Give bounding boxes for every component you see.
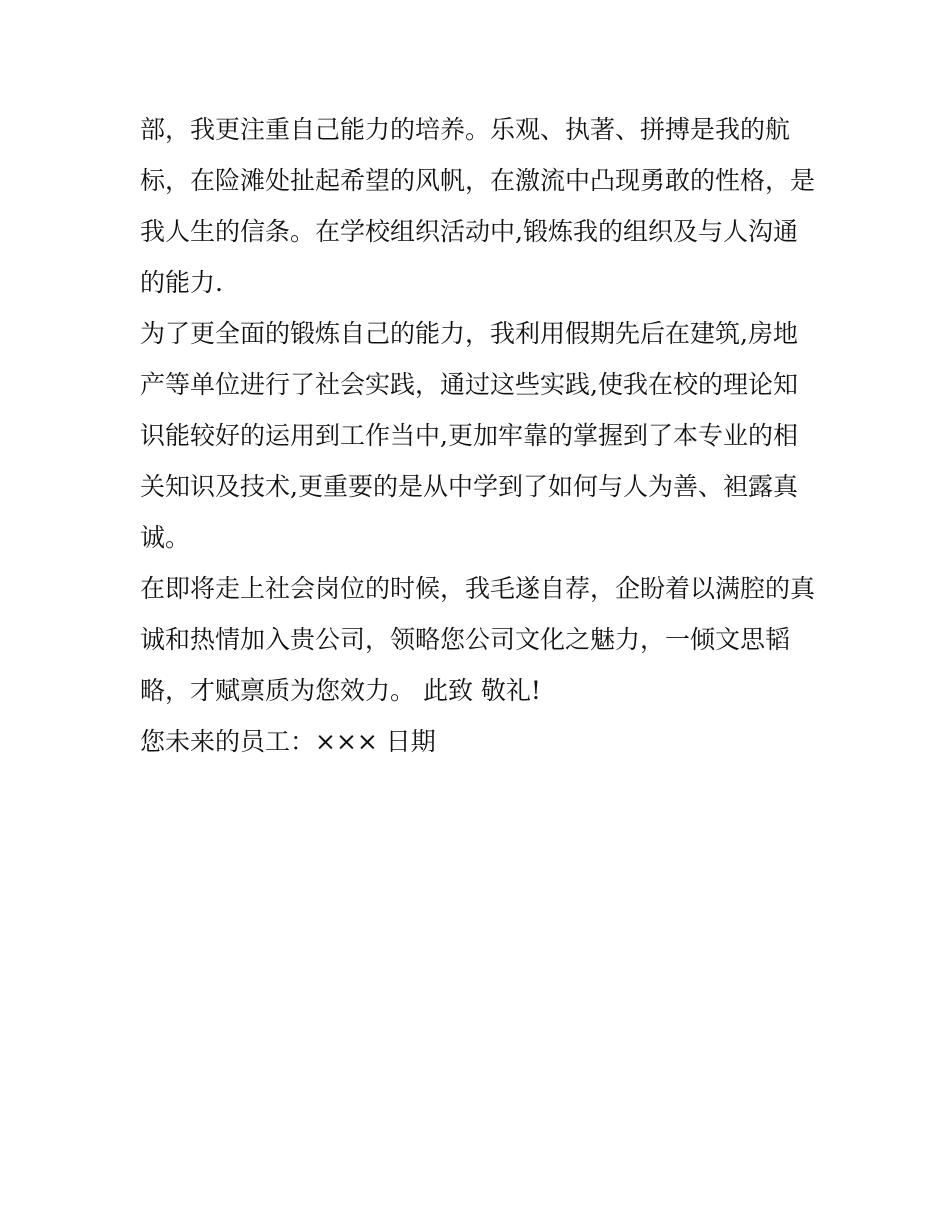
text-line: 识能较好的运用到工作当中,更加牢靠的掌握到了本专业的相	[140, 421, 798, 450]
text-line: 我人生的信条。在学校组织活动中,锻炼我的组织及与人沟通	[140, 217, 798, 246]
paragraph-social-practice	[140, 308, 820, 563]
text-line: 诚和热情加入贵公司，领略您公司文化之魅力，一倾文思韬	[140, 625, 791, 654]
text-line: 为了更全面的锻炼自己的能力，我利用假期先后在建筑,房地	[140, 319, 798, 348]
text-line: 部，我更注重自己能力的培养。乐观、执著、拼搏是我的航	[140, 115, 791, 144]
letter-body	[140, 104, 820, 767]
text-line: 在即将走上社会岗位的时候，我毛遂自荐，企盼着以满腔的真	[140, 574, 816, 603]
paragraph-self-development	[140, 104, 820, 308]
text-line: 略，才赋禀质为您效力。 此致 敬礼!	[140, 676, 541, 705]
text-line: 的能力.	[140, 268, 223, 297]
signature-line	[140, 716, 820, 767]
text-line: 标，在险滩处扯起希望的风帆，在激流中凸现勇敢的性格，是	[140, 166, 816, 195]
text-line: 产等单位进行了社会实践，通过这些实践,使我在校的理论知	[140, 370, 798, 399]
text-line: 关知识及技术,更重要的是从中学到了如何与人为善、袒露真	[140, 472, 798, 501]
text-line: 您未来的员工：××× 日期	[140, 727, 436, 756]
text-line: 诚。	[140, 523, 191, 552]
paragraph-self-recommendation	[140, 563, 820, 716]
